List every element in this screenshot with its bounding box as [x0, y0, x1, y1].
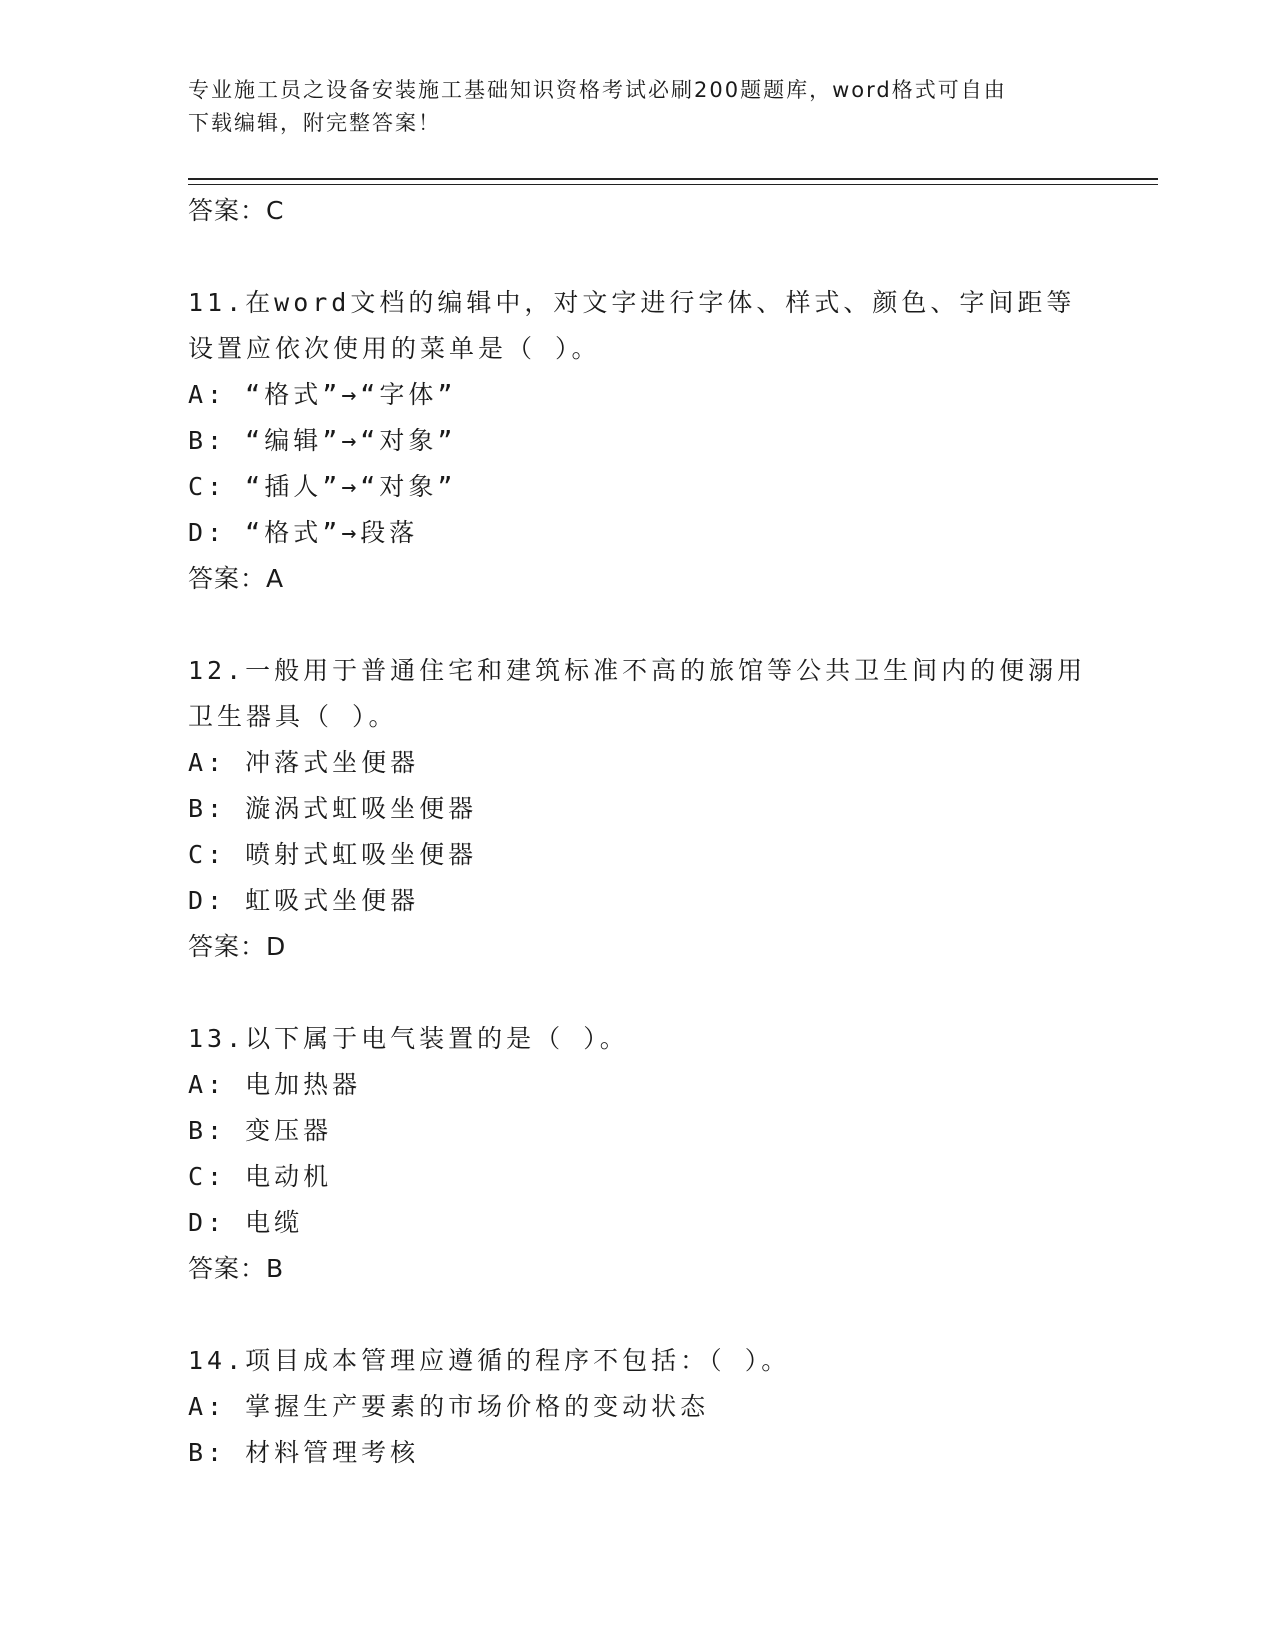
header-divider-thick — [188, 178, 1158, 180]
question-12 — [188, 648, 1088, 970]
header-line-1: 专业施工员之设备安装施工基础知识资格考试必刷200题题库，word格式可自由 — [188, 78, 1007, 102]
header-divider-thin — [188, 184, 1158, 185]
question-text: 12.一般用于普通住宅和建筑标准不高的旅馆等公共卫生间内的便溺用 — [188, 656, 1087, 685]
spacer — [188, 234, 1088, 280]
question-13 — [188, 1016, 1088, 1292]
option-b: B: 变压器 — [188, 1116, 333, 1145]
option-a: A: 掌握生产要素的市场价格的变动状态 — [188, 1392, 710, 1421]
answer-12: 答案：D — [188, 932, 287, 961]
document-body — [188, 188, 1088, 1476]
spacer — [188, 970, 1088, 1016]
option-b: B: 材料管理考核 — [188, 1438, 420, 1467]
question-14 — [188, 1338, 1088, 1476]
option-b: B: 漩涡式虹吸坐便器 — [188, 794, 478, 823]
option-b: B: “编辑”→“对象” — [188, 426, 457, 455]
option-a: A: “格式”→“字体” — [188, 380, 457, 409]
option-d: D: 电缆 — [188, 1208, 304, 1237]
question-11 — [188, 280, 1088, 602]
option-a: A: 冲落式坐便器 — [188, 748, 420, 777]
option-c: C: 喷射式虹吸坐便器 — [188, 840, 478, 869]
answer-11: 答案：A — [188, 564, 285, 593]
option-a: A: 电加热器 — [188, 1070, 362, 1099]
spacer — [188, 602, 1088, 648]
answer-10: 答案：C — [188, 196, 285, 225]
spacer — [188, 1292, 1088, 1338]
header-line-2: 下载编辑，附完整答案！ — [188, 111, 441, 135]
question-text: 14.项目成本管理应遵循的程序不包括：（ ）。 — [188, 1346, 791, 1375]
option-d: D: “格式”→段落 — [188, 518, 419, 547]
question-text: 13.以下属于电气装置的是（ ）。 — [188, 1024, 629, 1053]
option-c: C: 电动机 — [188, 1162, 333, 1191]
option-d: D: 虹吸式坐便器 — [188, 886, 420, 915]
answer-13: 答案：B — [188, 1254, 285, 1283]
document-header — [188, 74, 1088, 140]
option-c: C: “插人”→“对象” — [188, 472, 457, 501]
question-text-cont: 卫生器具（ ）。 — [188, 702, 398, 731]
question-text-cont: 设置应依次使用的菜单是（ ）。 — [188, 334, 601, 363]
question-text: 11.在word文档的编辑中，对文字进行字体、样式、颜色、字间距等 — [188, 288, 1076, 317]
